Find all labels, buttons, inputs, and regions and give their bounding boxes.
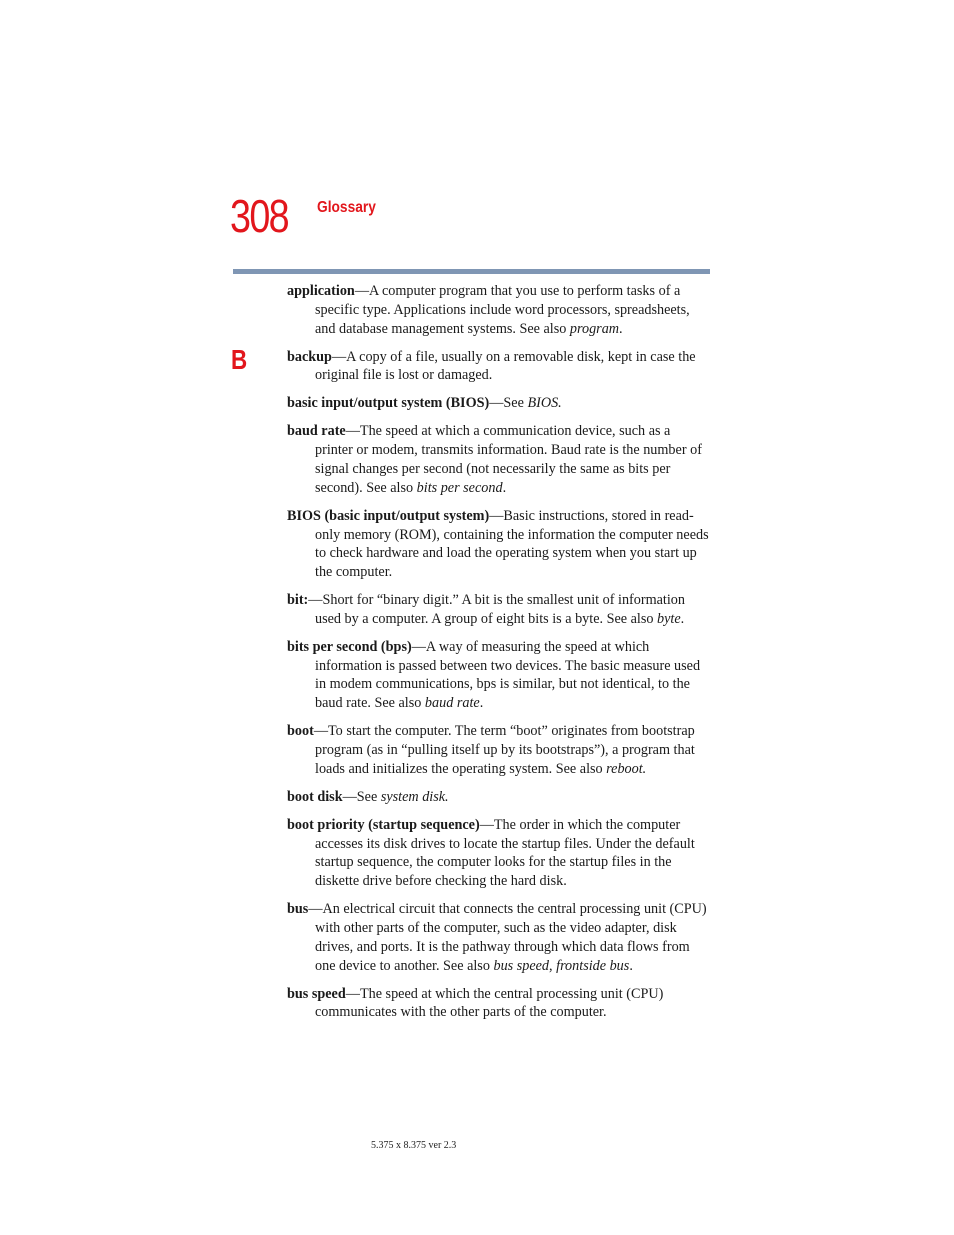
- glossary-entry: [287, 282, 711, 338]
- entry-separator: —: [331, 348, 347, 365]
- entry-definition: Basic instructions, stored in read-only memory (ROM), containing the information the computer needs to check hardware and load the operating system when you start up the computer.: [315, 507, 709, 581]
- entry-term: application: [287, 283, 355, 299]
- header-rule: [233, 269, 710, 274]
- entry-term: boot: [287, 723, 314, 740]
- entry-separator: —: [345, 423, 360, 440]
- entry-separator: —: [345, 985, 360, 1002]
- entry-definition: A computer program that you use to perform tasks of a specific type. Applications include word processors, spreadsheets, and database management systems. See also: [315, 283, 690, 337]
- entry-end: .: [502, 479, 507, 496]
- entry-cross-reference: bits per second: [416, 479, 503, 496]
- entry-separator: —: [313, 723, 328, 740]
- entry-term: bus speed: [287, 985, 346, 1002]
- entry-term: boot priority (startup sequence): [287, 816, 480, 833]
- glossary-entry: [287, 507, 711, 582]
- entry-term: baud rate: [287, 423, 346, 440]
- entry-separator: —: [354, 283, 369, 299]
- entry-cross-reference: frontside bus: [556, 957, 630, 974]
- entry-separator: —: [479, 816, 494, 833]
- entry-cross-reference: program: [569, 320, 620, 337]
- glossary-entries: [287, 282, 711, 1031]
- entry-cross-reference: bus speed: [493, 957, 550, 974]
- entry-definition: To start the computer. The term “boot” originates from bootstrap program (as in “pulling itself up by its bootstraps”), a program that loads and initializes the operating system. See also: [315, 723, 695, 777]
- entry-definition: The speed at which a communication device, such as a printer or modem, transmits information. Baud rate is the number of signal changes per second (not necessarily the same as bits per second). See also: [315, 423, 702, 496]
- entry-definition: The order in which the computer accesses its disk drives to locate the startup files. Under the default startup sequence, the computer looks for the startup files in the diskette drive before checking the hard disk.: [315, 816, 695, 890]
- entry-separator: —: [308, 592, 323, 609]
- glossary-entry: [287, 638, 711, 713]
- entry-separator: —: [308, 901, 323, 918]
- entry-definition: A way of measuring the speed at which information is passed between two devices. The basic measure used in modem communications, bps is similar, but not identical, to the baud rate. See also: [315, 638, 701, 712]
- entry-separator: —: [411, 638, 426, 655]
- entry-term: bit:: [287, 592, 309, 609]
- entry-cross-reference: system disk.: [380, 788, 449, 805]
- entry-end: ,: [549, 957, 557, 974]
- entry-term: BIOS (basic input/output system): [287, 507, 490, 524]
- glossary-entry: [287, 985, 711, 1023]
- entry-definition: A copy of a file, usually on a removable disk, kept in case the original file is lost or damaged.: [315, 348, 696, 384]
- glossary-entry: [287, 591, 711, 629]
- entry-end: .: [680, 610, 685, 627]
- glossary-entry: [287, 788, 711, 807]
- glossary-entry: [287, 900, 711, 975]
- entry-end: .: [629, 957, 633, 974]
- entry-cross-reference: byte: [657, 610, 681, 627]
- page-footer: 5.375 x 8.375 ver 2.3: [371, 1140, 457, 1151]
- glossary-entry: [287, 422, 711, 497]
- entry-term: bits per second (bps): [287, 638, 412, 655]
- entry-separator: —: [489, 395, 504, 412]
- entry-definition: An electrical circuit that connects the central processing unit (CPU) with other parts of the computer, such as the video adapter, disk drives, and ports. It is the pathway through which data flows from one device to another. See also: [315, 901, 707, 974]
- entry-definition: The speed at which the central processing unit (CPU) communicates with the other parts of the computer.: [315, 985, 664, 1021]
- entry-term: basic input/output system (BIOS): [287, 395, 490, 412]
- page-number: 308: [230, 190, 289, 242]
- entry-cross-reference: BIOS.: [527, 395, 562, 412]
- glossary-entry: [287, 722, 711, 778]
- letter-marker: B: [231, 344, 248, 375]
- glossary-entry: [287, 348, 711, 386]
- entry-cross-reference: baud rate: [424, 695, 480, 712]
- entry-definition: Short for “binary digit.” A bit is the smallest unit of information used by a computer. A group of eight bits is a byte. See also: [315, 592, 685, 627]
- section-title: Glossary: [317, 199, 376, 216]
- entry-end: .: [619, 320, 623, 337]
- entry-term: backup: [287, 348, 332, 365]
- entry-definition: See: [503, 395, 528, 412]
- entry-term: bus: [287, 901, 309, 918]
- glossary-entry: [287, 394, 711, 413]
- entry-cross-reference: reboot.: [606, 760, 647, 777]
- entry-separator: —: [342, 788, 357, 805]
- entry-term: boot disk: [287, 788, 343, 805]
- entry-end: .: [479, 695, 484, 712]
- glossary-entry: [287, 816, 711, 891]
- entry-definition: See: [356, 788, 381, 805]
- entry-separator: —: [489, 507, 504, 524]
